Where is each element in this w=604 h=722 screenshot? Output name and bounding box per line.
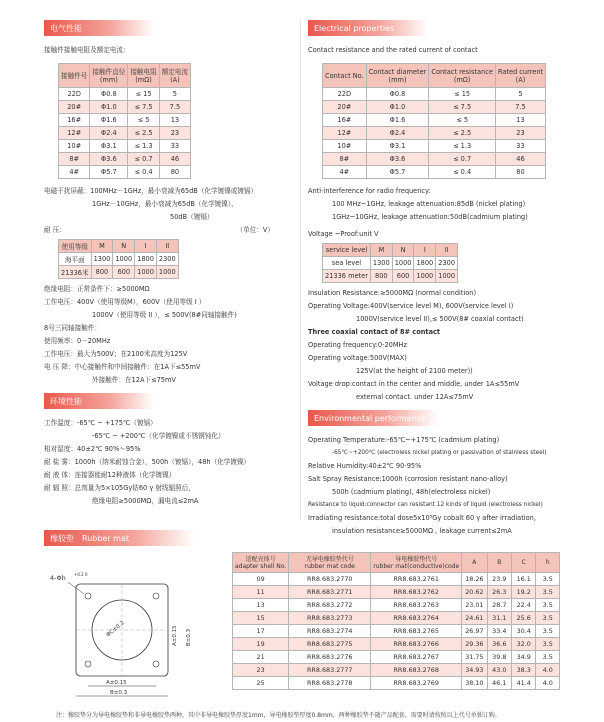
vdrop-cn-2: 外接触件：在12A下≤75mV <box>92 376 176 384</box>
table-cell: 22D <box>59 88 90 101</box>
coax-opv-en-1: Operating voltage:500V(MAX) <box>308 354 407 362</box>
right.contact_headers-header-1: Contact diameter (mm) <box>366 64 429 88</box>
table-cell: RR8.683.2776 <box>289 651 371 664</box>
table-cell: 33 <box>495 140 545 153</box>
table-row <box>59 127 191 140</box>
table-row <box>59 266 179 279</box>
table-cell: 39.8 <box>487 651 511 664</box>
table-cell: 7.5 <box>495 101 545 114</box>
table-cell: 8# <box>59 153 90 166</box>
table-cell: RR8.683.2769 <box>371 677 462 690</box>
table-cell: 25.6 <box>512 612 536 625</box>
table-cell: 23.9 <box>487 573 511 586</box>
rubber-mat-section <box>44 530 560 719</box>
table-row <box>233 651 560 664</box>
table-cell: 1800 <box>135 253 157 266</box>
left.contact_headers-header-1: 接触件直径 (mm) <box>90 64 128 88</box>
table-cell: 80 <box>159 166 190 179</box>
table-cell: 3.5 <box>536 651 560 664</box>
table-cell: 22D <box>323 88 367 101</box>
table-cell: 34.9 <box>512 651 536 664</box>
table-row <box>233 664 560 677</box>
right.volt_headers-header-0: service level <box>323 244 371 257</box>
table-cell: 18.26 <box>462 573 487 586</box>
table-cell: 19 <box>233 638 289 651</box>
table-row <box>323 166 546 179</box>
table-cell: ≤ 15 <box>429 88 496 101</box>
section-env-cn: 环境性能 <box>44 393 154 409</box>
table-cell: 3.5 <box>536 573 560 586</box>
table-cell: RR8.683.2772 <box>289 599 371 612</box>
table-cell: 80 <box>495 166 545 179</box>
table-cell: 12# <box>59 127 90 140</box>
rubber-note: 注：橡胶垫分为导电橡胶垫和非导电橡胶垫两种，其中非导电橡胶垫厚度1mm，导电橡胶垫厚度0.8mm，两种橡胶垫不随产品配套，需要时请按照以上代号单独订购。 <box>56 712 501 719</box>
table-cell: Φ1.0 <box>90 101 128 114</box>
table-cell: 46.1 <box>487 677 511 690</box>
table-row <box>323 114 546 127</box>
table-cell: 20.62 <box>462 586 487 599</box>
rubber-header-6: h <box>536 553 560 573</box>
fluid-en: Resistance to liquid:connector can resistant 12 kinds of liquid (electroless nickel) <box>308 502 543 508</box>
contact-intro-en: Contact resistance and the rated current of contact <box>308 46 478 54</box>
table-cell: 4.0 <box>536 677 560 690</box>
mount-hole-br <box>153 661 159 667</box>
rubber-title-cn: 橡胶垫 <box>50 533 74 543</box>
table-row <box>59 153 191 166</box>
table-row <box>233 573 560 586</box>
voltage-table-cn <box>58 239 179 279</box>
fluid-cn: 耐 液 体：连接器能耐12种液体（化学镀镍） <box>44 471 176 479</box>
table-row <box>323 257 458 270</box>
coax-opv-cn: 工作电压：最大为500V；在2100米高度为125V <box>44 350 188 358</box>
rubber-mat-drawing <box>44 570 219 720</box>
table-cell: 800 <box>91 266 113 279</box>
table-cell: 41.4 <box>512 677 536 690</box>
opv-en-2: 1000V(service level II),≤ 500V(8# coaxial contact) <box>356 315 524 323</box>
c-diameter-label: ΦC±0.2 <box>105 620 126 639</box>
salt-cn: 耐 盐 雾：1000h（纳米耐蚀合金），500h（镀镉），48h（化学镀镍） <box>44 458 251 466</box>
table-cell: RR8.683.2762 <box>371 586 462 599</box>
table-cell: 12# <box>323 127 367 140</box>
rad-cn-1: 耐 辐 照：总剂量为5×105Gy钴60 γ 射线辐照后， <box>44 484 195 492</box>
emi-title-en: Anti-interference for radio frequency: <box>308 187 431 195</box>
table-cell: 13 <box>159 114 190 127</box>
table-cell: Φ1.0 <box>366 101 429 114</box>
table-cell: 25 <box>233 677 289 690</box>
freq-en: Operating frequency:0-20MHz <box>308 341 407 349</box>
table-cell: ≤ 0.4 <box>429 166 496 179</box>
emi-en-1: 100 MHz~1GHz, leakage attenuation:85dB (nickel plating) <box>332 200 526 208</box>
table-cell: 23 <box>233 664 289 677</box>
table-row <box>59 101 191 114</box>
table-cell: 26.3 <box>487 586 511 599</box>
table-cell: 13 <box>495 114 545 127</box>
table-cell: ≤ 15 <box>128 88 159 101</box>
table-cell: 海平面 <box>59 253 92 266</box>
table-cell: 3.5 <box>536 638 560 651</box>
b-tol-horizontal: B±0.3 <box>110 690 128 696</box>
opv-cn-2: 1000V（使用等级 II ），≤ 500V(8#同轴接触件) <box>92 311 237 319</box>
table-cell: 43.0 <box>487 664 511 677</box>
table-cell: 21 <box>233 651 289 664</box>
opv-cn-1: 工作电压：400V（使用等级M），600V（使用等级 I ） <box>44 298 206 306</box>
table-cell: 26.97 <box>462 625 487 638</box>
table-cell: 38.10 <box>462 677 487 690</box>
table-cell: ≤ 1.3 <box>128 140 159 153</box>
right.volt_headers-header-1: M <box>370 244 392 257</box>
a-tol-vertical: A±0.15 <box>172 625 178 646</box>
table-cell: 31.1 <box>487 612 511 625</box>
table-cell: 21336米 <box>59 266 92 279</box>
rad-en-1: Irradiating resistance:total dose5x10⁵Gy cobalt 60 γ after irradiation, <box>308 514 536 522</box>
table-cell: 600 <box>392 270 414 283</box>
table-row <box>323 88 546 101</box>
right.volt_headers-header-2: N <box>392 244 414 257</box>
salt-en-1: Salt Spray Resistance:1000h (corrosion resistant nano-alloy) <box>308 475 508 483</box>
right.contact_headers-header-0: Contact No. <box>323 64 367 88</box>
table-cell: 34.93 <box>462 664 487 677</box>
mount-hole-bl <box>85 661 91 667</box>
table-cell: Φ3.6 <box>366 153 429 166</box>
table-cell: RR8.683.2766 <box>371 638 462 651</box>
table-cell: Φ3.1 <box>90 140 128 153</box>
emi-line-3: 50dB（镀镉） <box>170 213 214 221</box>
temp-en-2: -65℃~+200℃ (electroless nickel plating or passivation of stainless steel) <box>332 450 547 456</box>
table-row <box>59 253 179 266</box>
table-cell: RR8.683.2761 <box>371 573 462 586</box>
table-cell: 2300 <box>436 257 458 270</box>
rubber-header-3: A <box>462 553 487 573</box>
table-row <box>59 140 191 153</box>
table-cell: RR8.683.2774 <box>289 625 371 638</box>
table-row <box>233 677 560 690</box>
coax-title-en: Three coaxial contact of 8# contact <box>308 328 441 336</box>
table-cell: 17 <box>233 625 289 638</box>
humidity-cn: 相对湿度：40±2℃ 90%～95% <box>44 445 141 453</box>
table-cell: 29.36 <box>462 638 487 651</box>
emi-en-2: 1GHz~10GHz, leakage attenuation:50dB(cadmium plating) <box>332 213 528 221</box>
mount-hole-tr <box>153 593 159 599</box>
vdrop-en-1: Voltage drop:contact in the center and middle, under 1A≤55mV <box>308 380 520 388</box>
section-electrical-en: Electrical properties <box>308 20 428 36</box>
table-cell: 31.75 <box>462 651 487 664</box>
table-cell: 8# <box>323 153 367 166</box>
voltage-table-en <box>322 243 458 283</box>
right.volt_headers-header-3: I <box>414 244 436 257</box>
table-cell: ≤ 1.3 <box>429 140 496 153</box>
hole-label: 4-Φh <box>50 574 66 582</box>
table-cell: 33 <box>159 140 190 153</box>
left.contact_headers-header-2: 接触电阻 (mΩ) <box>128 64 159 88</box>
table-cell: 24.61 <box>462 612 487 625</box>
table-cell: RR8.683.2775 <box>289 638 371 651</box>
rad-en-2: insulation resistance≥5000MΩ , leakage current≤2mA <box>332 527 512 535</box>
vdrop-cn-1: 电 压 降：中心接触件和中间接触件：在1A下≤55mV <box>44 363 201 371</box>
table-cell: ≤ 0.7 <box>429 153 496 166</box>
section-electrical-cn: 电气性能 <box>44 20 154 36</box>
salt-en-2: 500h (cadmium plating), 48h(electroless nickel) <box>332 488 491 496</box>
table-cell: 1000 <box>436 270 458 283</box>
table-cell: 1000 <box>392 257 414 270</box>
rubber-header-2: 导电橡胶垫代号 rubber mat(conductive)code <box>371 553 462 573</box>
b-tol-vertical: B±0.3 <box>186 628 192 646</box>
table-cell: 46 <box>159 153 190 166</box>
proof-en: Voltage ~Proof:unit V <box>308 230 379 238</box>
table-cell: 3.5 <box>536 599 560 612</box>
table-row <box>323 101 546 114</box>
rubber-header-0: 适配壳体号 adapter shell No. <box>233 553 289 573</box>
left.contact_headers-header-3: 额定电流 (A) <box>159 64 190 88</box>
table-cell: 46 <box>495 153 545 166</box>
coax-opv-en-2: 125V(at the height of 2100 meter)) <box>356 367 473 375</box>
rubber-title-en: Rubber mat <box>82 533 130 543</box>
table-row <box>323 140 546 153</box>
table-cell: 600 <box>113 266 135 279</box>
left-column <box>44 20 294 508</box>
table-cell: 20# <box>323 101 367 114</box>
table-cell: 3.5 <box>536 586 560 599</box>
table-cell: ≤ 5 <box>429 114 496 127</box>
table-cell: Φ1.6 <box>90 114 128 127</box>
section-rubber <box>44 530 194 546</box>
table-row <box>59 114 191 127</box>
left.volt_headers-header-0: 使用等级 <box>59 240 92 253</box>
insulation-en: Insulation Resistance:≥5000MΩ (normal condition) <box>308 289 477 297</box>
table-cell: 5 <box>159 88 190 101</box>
table-cell: RR8.683.2763 <box>371 599 462 612</box>
table-cell: 1000 <box>135 266 157 279</box>
right.volt_headers-header-4: II <box>436 244 458 257</box>
table-row <box>59 88 191 101</box>
right.contact_headers-header-2: Contact resistance (mΩ) <box>429 64 496 88</box>
table-cell: 30.4 <box>512 625 536 638</box>
table-row <box>323 153 546 166</box>
left.contact_headers-header-0: 接触件号 <box>59 64 90 88</box>
rubber-header-1: 无导电橡胶垫代号 rubber mat code <box>289 553 371 573</box>
left.volt_headers-header-4: II <box>156 240 178 253</box>
table-cell: RR8.683.2770 <box>289 573 371 586</box>
table-cell: 16# <box>59 114 90 127</box>
freq-cn: 使用频率：0－20MHz <box>44 337 111 345</box>
table-cell: Φ3.6 <box>90 153 128 166</box>
table-cell: 16# <box>323 114 367 127</box>
right-column <box>308 20 558 538</box>
table-cell: Φ0.8 <box>366 88 429 101</box>
a-tol-horizontal: A±0.15 <box>106 680 127 686</box>
table-cell: 11 <box>233 586 289 599</box>
insulation-cn: 绝缘电阻：正常条件下：≥5000MΩ <box>44 285 150 293</box>
column-divider <box>300 20 301 520</box>
table-cell: 20# <box>59 101 90 114</box>
table-cell: 36.6 <box>487 638 511 651</box>
table-cell: 22.4 <box>512 599 536 612</box>
table-cell: 16.1 <box>512 573 536 586</box>
table-cell: RR8.683.2778 <box>289 677 371 690</box>
table-cell: RR8.683.2773 <box>289 612 371 625</box>
table-row <box>233 612 560 625</box>
table-cell: 3.5 <box>536 612 560 625</box>
table-row <box>323 127 546 140</box>
table-cell: ≤ 5 <box>128 114 159 127</box>
table-cell: 10# <box>323 140 367 153</box>
table-cell: RR8.683.2765 <box>371 625 462 638</box>
table-cell: RR8.683.2768 <box>371 664 462 677</box>
table-cell: 1300 <box>91 253 113 266</box>
section-env-en: Environmental performance <box>308 410 438 426</box>
table-cell: RR8.683.2777 <box>289 664 371 677</box>
table-row <box>233 625 560 638</box>
rubber-header-5: C <box>512 553 536 573</box>
emi-line-2: 1GHz－10GHz，最小衰减为65dB（化学镀镍）， <box>92 200 238 208</box>
table-cell: RR8.683.2771 <box>289 586 371 599</box>
table-row <box>323 270 458 283</box>
table-cell: 21336 meter <box>323 270 371 283</box>
emi-line-1: 电磁干扰屏蔽：100MHz－1GHz，最小衰减为65dB（化学镀镍或镀镉） <box>44 187 258 195</box>
table-cell: 32.0 <box>512 638 536 651</box>
table-cell: 28.7 <box>487 599 511 612</box>
table-cell: 23 <box>495 127 545 140</box>
table-cell: 4# <box>323 166 367 179</box>
table-cell: RR8.683.2767 <box>371 651 462 664</box>
table-cell: sea level <box>323 257 371 270</box>
contact-table-cn <box>58 63 191 179</box>
humidity-en: Relative Humidity:40±2℃ 90-95% <box>308 462 422 470</box>
table-cell: 10# <box>59 140 90 153</box>
table-cell: 7.5 <box>159 101 190 114</box>
table-cell: 5 <box>495 88 545 101</box>
table-cell: 15 <box>233 612 289 625</box>
table-cell: Φ2.4 <box>366 127 429 140</box>
table-cell: 4.0 <box>536 664 560 677</box>
table-cell: Φ0.8 <box>90 88 128 101</box>
temp-en-1: Operating Temperature:-65℃~+175℃ (cadmium plating) <box>308 436 500 444</box>
table-cell: 800 <box>370 270 392 283</box>
table-row <box>233 586 560 599</box>
withstand-label: 耐 压： <box>44 226 66 234</box>
table-cell: ≤ 7.5 <box>429 101 496 114</box>
table-cell: RR8.683.2764 <box>371 612 462 625</box>
temp-cn-2: -65℃ ~ +200℃（化学镀镍或不锈钢钝化） <box>92 432 225 440</box>
coax-title-cn: 8号三同轴接触件： <box>44 324 101 332</box>
mount-hole-tl <box>85 593 91 599</box>
table-cell: ≤ 2.5 <box>429 127 496 140</box>
temp-cn-1: 工作温度：-65℃ ~ +175℃（镀镉） <box>44 419 157 427</box>
table-cell: 33.4 <box>487 625 511 638</box>
table-cell: 1300 <box>370 257 392 270</box>
table-cell: 09 <box>233 573 289 586</box>
table-cell: 3.5 <box>536 625 560 638</box>
opv-en-1: Operating Voltage:400V(service level M), 600V(service level I) <box>308 302 514 310</box>
contact-table-en <box>322 63 546 179</box>
withstand-row <box>44 224 274 237</box>
right.contact_headers-header-3: Rated current (A) <box>495 64 545 88</box>
contact-intro-cn: 接触件接触电阻及额定电流： <box>44 46 130 54</box>
table-cell: 4# <box>59 166 90 179</box>
left.volt_headers-header-3: I <box>135 240 157 253</box>
table-cell: 23.01 <box>462 599 487 612</box>
table-cell: Φ5.7 <box>90 166 128 179</box>
table-cell: Φ5.7 <box>366 166 429 179</box>
table-cell: 2300 <box>156 253 178 266</box>
table-cell: 1000 <box>414 270 436 283</box>
table-cell: 1800 <box>414 257 436 270</box>
table-cell: Φ1.6 <box>366 114 429 127</box>
vdrop-en-2: external contact. under 12A≤75mV <box>356 393 474 401</box>
table-cell: 1000 <box>156 266 178 279</box>
table-cell: 1000 <box>113 253 135 266</box>
table-cell: 38.3 <box>512 664 536 677</box>
table-cell: 19.2 <box>512 586 536 599</box>
table-row <box>59 166 191 179</box>
rubber-header-4: B <box>487 553 511 573</box>
table-cell: ≤ 7.5 <box>128 101 159 114</box>
table-cell: 13 <box>233 599 289 612</box>
hole-tolerance: +0.2 0 <box>74 572 88 577</box>
table-cell: 23 <box>159 127 190 140</box>
table-cell: ≤ 2.5 <box>128 127 159 140</box>
table-cell: Φ2.4 <box>90 127 128 140</box>
table-cell: Φ3.1 <box>366 140 429 153</box>
table-cell: ≤ 0.4 <box>128 166 159 179</box>
rubber-mat-table <box>232 552 560 690</box>
table-row <box>233 638 560 651</box>
table-row <box>233 599 560 612</box>
left.volt_headers-header-1: M <box>91 240 113 253</box>
table-cell: ≤ 0.7 <box>128 153 159 166</box>
rad-cn-2: 绝缘电阻≥5000MΩ，漏电流≤2mA <box>92 497 199 505</box>
withstand-unit: （单位：V） <box>236 226 274 234</box>
left.volt_headers-header-2: N <box>113 240 135 253</box>
